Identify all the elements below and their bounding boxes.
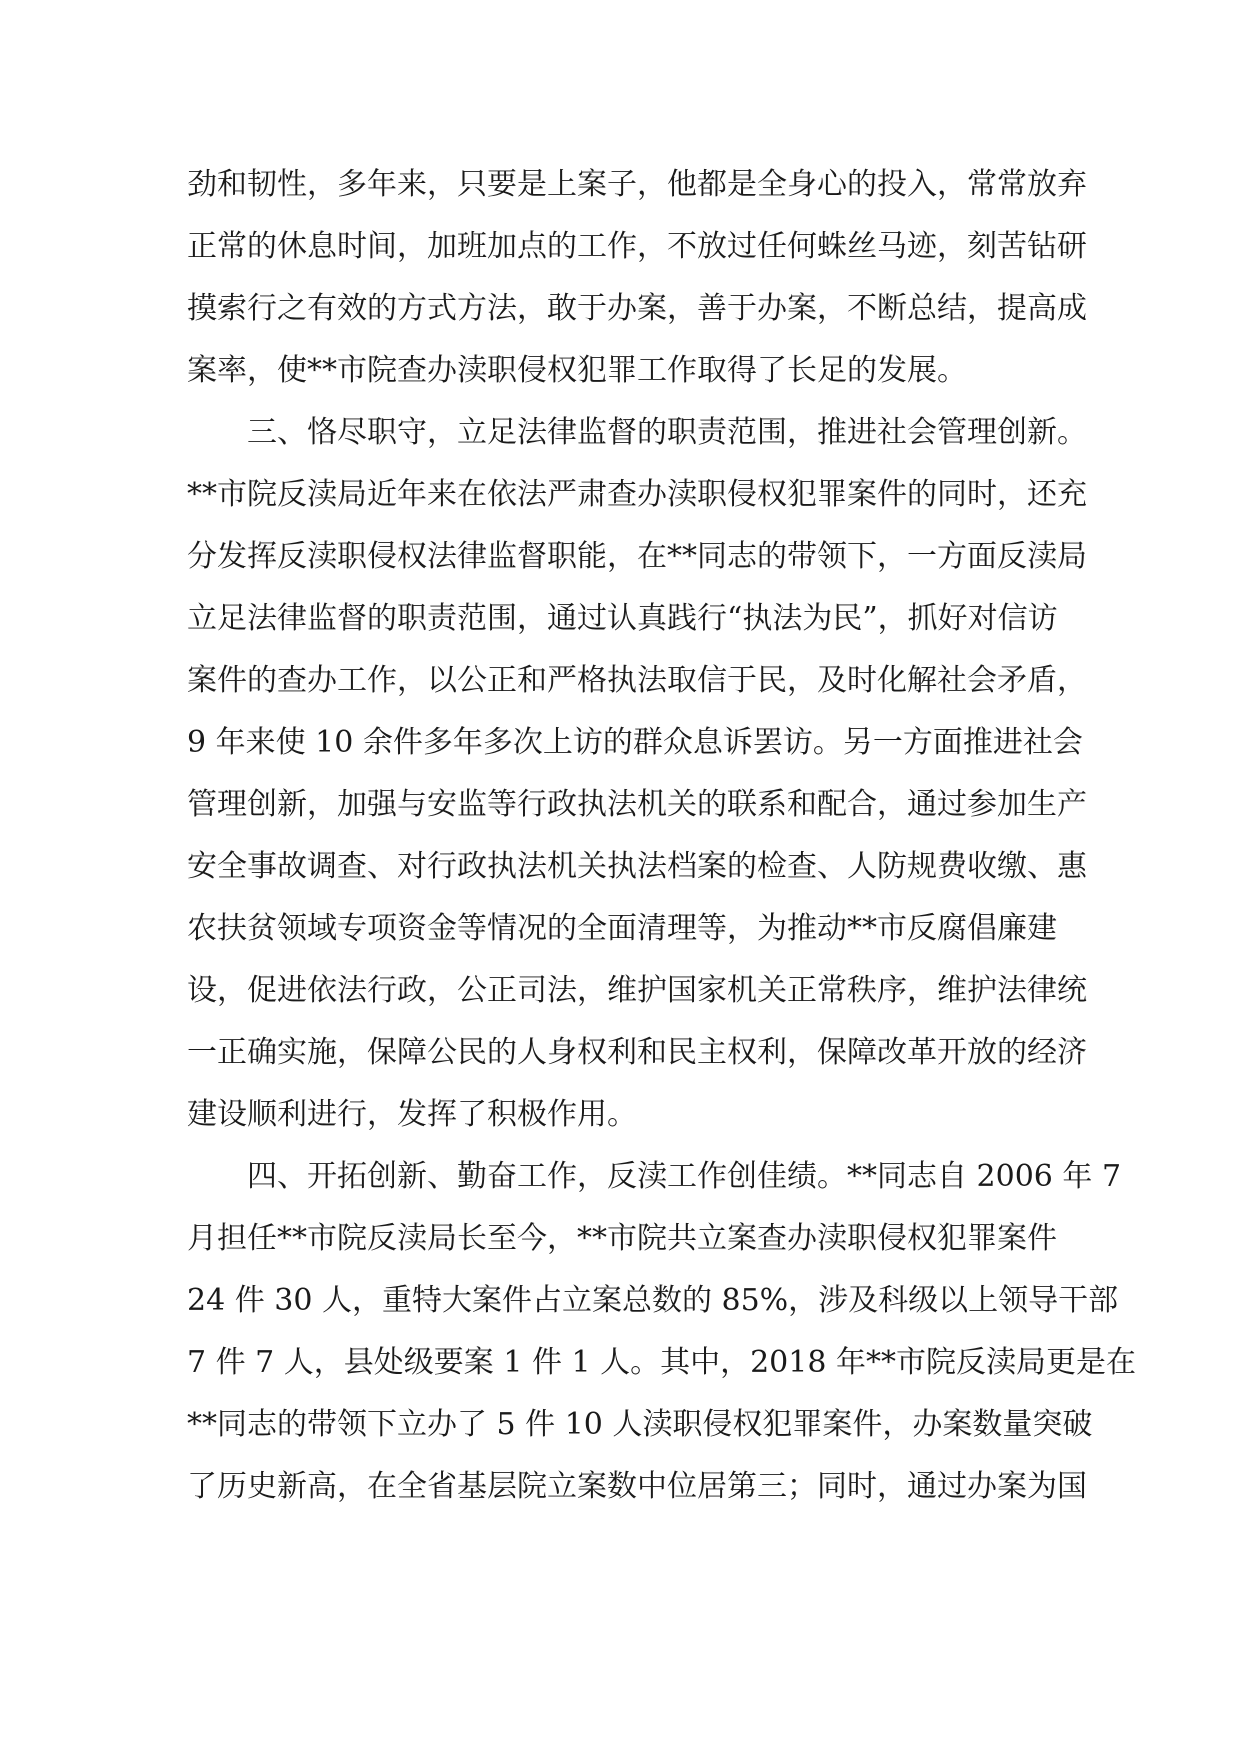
text-line: 农扶贫领域专项资金等情况的全面清理等，为推动**市反腐倡廉建 bbox=[187, 911, 1057, 946]
section-heading-line: 三、恪尽职守，立足法律监督的职责范围，推进社会管理创新。 bbox=[247, 415, 1087, 450]
section-heading-line: 四、开拓创新、勤奋工作，反渎工作创佳绩。**同志自 2006 年 7 bbox=[247, 1159, 1122, 1194]
text-line: 24 件 30 人，重特大案件占立案总数的 85%，涉及科级以上领导干部 bbox=[187, 1283, 1119, 1318]
text-line: 7 件 7 人，县处级要案 1 件 1 人。其中，2018 年**市院反渎局更是在 bbox=[187, 1345, 1136, 1380]
text-line: 案件的查办工作，以公正和严格执法取信于民，及时化解社会矛盾， bbox=[187, 663, 1087, 698]
text-line: 月担任**市院反渎局长至今，**市院共立案查办渎职侵权犯罪案件 bbox=[187, 1221, 1057, 1256]
text-line: 立足法律监督的职责范围，通过认真践行“执法为民”，抓好对信访 bbox=[187, 601, 1058, 636]
text-line: 分发挥反渎职侵权法律监督职能，在**同志的带领下，一方面反渎局 bbox=[187, 539, 1087, 574]
text-line: 9 年来使 10 余件多年多次上访的群众息诉罢访。另一方面推进社会 bbox=[187, 725, 1083, 760]
paragraph-end-line: 案率，使**市院查办渎职侵权犯罪工作取得了长足的发展。 bbox=[187, 353, 967, 388]
text-line: 摸索行之有效的方式方法，敢于办案，善于办案，不断总结，提高成 bbox=[187, 291, 1087, 326]
paragraph-end-line: 建设顺利进行，发挥了积极作用。 bbox=[187, 1097, 637, 1132]
text-line: 管理创新，加强与安监等行政执法机关的联系和配合，通过参加生产 bbox=[187, 787, 1087, 822]
text-line: **市院反渎局近年来在依法严肃查办渎职侵权犯罪案件的同时，还充 bbox=[187, 477, 1087, 512]
text-line: 了历史新高，在全省基层院立案数中位居第三；同时，通过办案为国 bbox=[187, 1469, 1087, 1504]
text-line: 安全事故调查、对行政执法机关执法档案的检查、人防规费收缴、惠 bbox=[187, 849, 1087, 884]
text-line: 设，促进依法行政，公正司法，维护国家机关正常秩序，维护法律统 bbox=[187, 973, 1087, 1008]
text-line: 一正确实施，保障公民的人身权利和民主权利，保障改革开放的经济 bbox=[187, 1035, 1087, 1070]
text-line: **同志的带领下立办了 5 件 10 人渎职侵权犯罪案件，办案数量突破 bbox=[187, 1407, 1093, 1442]
text-line: 劲和韧性，多年来，只要是上案子，他都是全身心的投入，常常放弃 bbox=[187, 167, 1087, 202]
text-line: 正常的休息时间，加班加点的工作，不放过任何蛛丝马迹，刻苦钻研 bbox=[187, 229, 1087, 264]
body-text bbox=[187, 154, 1136, 1518]
